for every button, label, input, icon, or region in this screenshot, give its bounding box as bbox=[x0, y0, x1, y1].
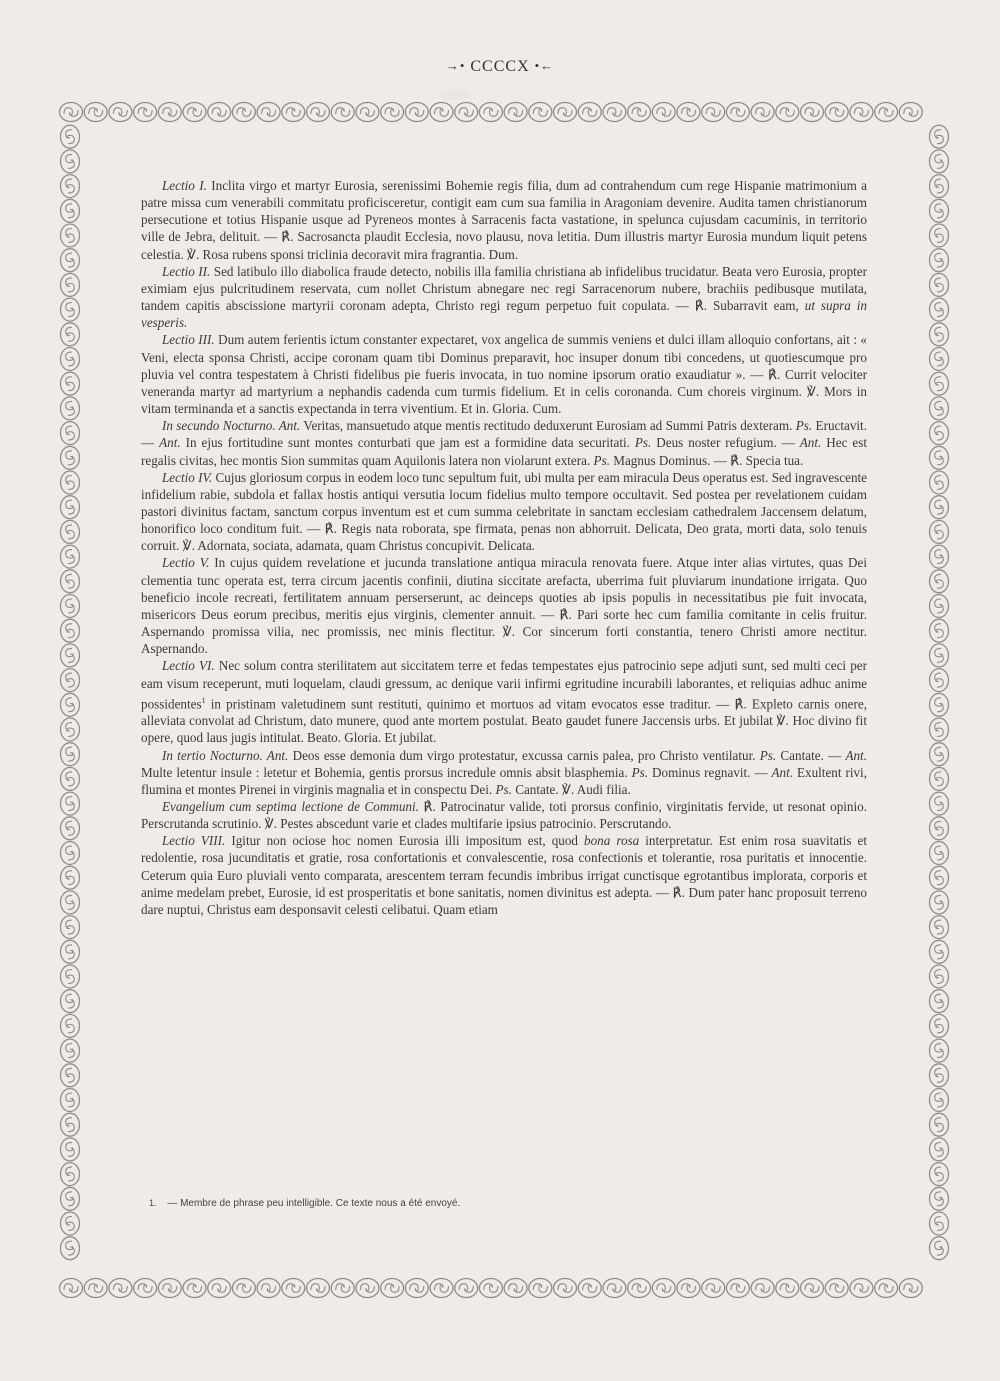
border-scroll-unit bbox=[677, 103, 700, 122]
border-scroll-unit bbox=[850, 103, 873, 122]
border-scroll-unit bbox=[61, 693, 80, 716]
border-scroll-unit bbox=[578, 1279, 601, 1298]
border-scroll-unit bbox=[479, 1279, 502, 1298]
border-scroll-unit bbox=[504, 1279, 527, 1298]
text-run: ℟. Patrocinatur valide, toti prorsus confinio, virginitatis fervide, ut resonat opinio. Perscrutanda scrutinio. ℣. Pestes abscedunt varie et clades multifarie ipsius patrocinio. Perscrutando. bbox=[141, 799, 867, 832]
border-scroll-unit bbox=[282, 1279, 305, 1298]
border-scroll-unit bbox=[331, 1279, 354, 1298]
lectio-paragraph bbox=[141, 331, 867, 417]
border-scroll-unit bbox=[930, 1212, 949, 1235]
border-scroll-unit bbox=[183, 1279, 206, 1298]
border-scroll-unit bbox=[405, 103, 428, 122]
border-scroll-unit bbox=[930, 323, 949, 346]
border-scroll-unit bbox=[930, 595, 949, 618]
border-scroll-unit bbox=[850, 1279, 873, 1298]
italic-rubric: bona rosa bbox=[584, 833, 640, 849]
border-scroll-unit bbox=[930, 199, 949, 222]
italic-rubric: In tertio Nocturno. Ant. bbox=[162, 747, 289, 763]
border-scroll-unit bbox=[930, 1064, 949, 1087]
text-run: Deus noster refugium. — bbox=[651, 435, 800, 451]
border-scroll-unit bbox=[603, 103, 626, 122]
border-scroll-unit bbox=[930, 817, 949, 840]
text-run: Nec solum contra sterilitatem aut siccitatem terre et fedas tempestates ejus patrocinio sepe adjuti sunt, sed multi ceci per eam visum receperunt, muti loquelam, claudi gressum, ac denique varii infirmi egritudine incurabili laborantes, et reliquias adhuc anime possidentes bbox=[141, 658, 867, 712]
text-run: Cantate. ℣. Audi filia. bbox=[511, 781, 631, 797]
lectio-paragraph bbox=[141, 554, 867, 657]
lectio-paragraph bbox=[141, 417, 867, 468]
border-scroll-unit bbox=[61, 644, 80, 667]
border-scroll-unit bbox=[61, 545, 80, 568]
border-scroll-unit bbox=[930, 175, 949, 198]
border-scroll-unit bbox=[930, 150, 949, 173]
text-run: Deos esse demonia dum virgo protestatur, excussa carnis palea, pro Christo ventilatur. bbox=[288, 747, 760, 763]
border-scroll-unit bbox=[930, 1187, 949, 1210]
footnote-number: 1. bbox=[149, 1198, 157, 1208]
border-scroll-unit bbox=[726, 1279, 749, 1298]
italic-rubric: Lectio II. bbox=[162, 263, 211, 279]
border-scroll-unit bbox=[381, 1279, 404, 1298]
border-scroll-unit bbox=[61, 767, 80, 790]
text-run: Igitur non ociose hoc nomen Eurosia illi impositum est, quod bbox=[225, 833, 585, 849]
border-scroll-unit bbox=[134, 1279, 157, 1298]
border-scroll-unit bbox=[628, 103, 651, 122]
border-scroll-unit bbox=[307, 103, 330, 122]
text-run: Sed latibulo illo diabolica fraude detecto, nobilis illa familia christiana ab infidelibus trucidatur. Beata vero Eurosia, propter eximiam ejus pulcritudinem reservata, cum nollet Christum abnegare nec regi Sarracenorum nubere, brachiis pedibusque mutilata, tandem capitis abscissione martyrii coronam adepta, Christo regi regum perpetuo fuit copulata. — ℟. Subarravit eam, bbox=[141, 263, 868, 314]
border-scroll-unit bbox=[61, 1089, 80, 1112]
border-scroll-unit bbox=[899, 1279, 922, 1298]
border-scroll-unit bbox=[702, 103, 725, 122]
text-run: in pristinam valetudinem sunt restituti, quinimo et mortuos ad vitam evocatos esse traditur. — ℟. Expleto carnis onere, alleviata convolat ad Christum, dato munere, quod ante mortem postulat. Beato gaudet funere Jaccensis urbs. Et jubilat ℣. Hoc divino fit opere, quod laus jugis intitulat. Beato. Gloria. Et jubilat. bbox=[141, 696, 867, 746]
border-scroll-unit bbox=[84, 1279, 107, 1298]
text-run: Dum autem ferientis ictum constanter expectaret, vox angelica de summis veniens et dulci illam alloquio confortans, ait : « Veni, electa sponsa Christi, accipe coronam quam tibi Dominus preparavit, hoc insuper donum tibi concedens, ut quotiescumque pro pluvia vel contra tespestatem à Christi fidelibus pie fueris invocata, in tuo nomine ipsorum oratio exaudiatur ». — ℟. Currit velociter veneranda martyr ad martyrium a nephandis cadenda cum turmis fidelium. Et in celis coronanda. Cum choreis virginum. ℣. Mors in vitam terminanda et a sanctis expectanda in terra viventium. Et in. Gloria. Cum. bbox=[141, 332, 867, 417]
border-scroll-unit bbox=[61, 496, 80, 519]
border-scroll-unit bbox=[930, 570, 949, 593]
border-scroll-unit bbox=[61, 471, 80, 494]
border-scroll-unit bbox=[61, 298, 80, 321]
border-scroll-unit bbox=[652, 103, 675, 122]
border-scroll-unit bbox=[930, 273, 949, 296]
border-scroll-unit bbox=[109, 103, 132, 122]
text-run: Cantate. — bbox=[776, 747, 846, 763]
border-scroll-unit bbox=[109, 1279, 132, 1298]
border-scroll-unit bbox=[930, 891, 949, 914]
footnote bbox=[149, 1198, 849, 1209]
border-scroll-unit bbox=[554, 103, 577, 122]
border-scroll-unit bbox=[930, 965, 949, 988]
border-scroll-unit bbox=[430, 1279, 453, 1298]
border-scroll-unit bbox=[356, 1279, 379, 1298]
text-run: Dominus regnavit. — bbox=[648, 764, 772, 780]
italic-rubric: Ps. bbox=[631, 764, 649, 780]
border-scroll-unit bbox=[930, 669, 949, 692]
border-scroll-unit bbox=[61, 1187, 80, 1210]
italic-rubric: Ps. bbox=[795, 418, 813, 434]
border-scroll-unit bbox=[930, 619, 949, 642]
border-scroll-unit bbox=[529, 1279, 552, 1298]
border-scroll-unit bbox=[930, 125, 949, 148]
border-scroll-unit bbox=[208, 1279, 231, 1298]
border-scroll-unit bbox=[930, 767, 949, 790]
border-scroll-unit bbox=[61, 718, 80, 741]
italic-rubric: Ant. bbox=[845, 747, 867, 763]
border-scroll-unit bbox=[776, 1279, 799, 1298]
border-scroll-unit bbox=[61, 990, 80, 1013]
border-scroll-unit bbox=[61, 1212, 80, 1235]
border-scroll-unit bbox=[930, 1138, 949, 1161]
border-scroll-unit bbox=[930, 1113, 949, 1136]
border-scroll-unit bbox=[930, 792, 949, 815]
border-scroll-unit bbox=[61, 1039, 80, 1062]
border-scroll-unit bbox=[61, 866, 80, 889]
border-scroll-unit bbox=[801, 1279, 824, 1298]
italic-rubric: In secundo Nocturno. Ant. bbox=[162, 418, 301, 434]
border-scroll-unit bbox=[430, 103, 453, 122]
border-scroll-unit bbox=[930, 842, 949, 865]
border-scroll-unit bbox=[61, 792, 80, 815]
text-run: Inclita virgo et martyr Eurosia, serenissimi Bohemie regis filia, dum ad contrahendum cum rege Hispanie matrimonium a patre missa cum venerabili commitatu proficisceretur, contigit eam cum sua familia in Aragoniam devenire. Audita tamen christianorum persecutione et totius Hispanie usque ad Pyreneos montes à Sarracenis facta vastatione, in spelunca cujusdam cacuminis, in territorio ville de Jebra, delituit. — ℟. Sacrosancta plaudit Ecclesia, novo plausu, nova letitia. Dum illustris martyr Eurosia mundum liquit petens celestia. ℣. Rosa rubens sponsi triclinia decoravit mira fragrantia. Dum. bbox=[141, 178, 868, 262]
border-scroll-unit bbox=[930, 1039, 949, 1062]
border-scroll-unit bbox=[455, 1279, 478, 1298]
lectio-paragraph bbox=[141, 747, 867, 798]
border-scroll-unit bbox=[208, 103, 231, 122]
border-scroll-unit bbox=[479, 103, 502, 122]
border-scroll-unit bbox=[930, 496, 949, 519]
italic-rubric: Ant. bbox=[799, 435, 822, 451]
border-scroll-unit bbox=[930, 1089, 949, 1112]
text-run: Hec est regalis civitas, hec montis Sion summitas quam Aquilonis latera non violarunt extera. bbox=[141, 435, 867, 468]
border-scroll-unit bbox=[726, 103, 749, 122]
border-scroll-unit bbox=[930, 1014, 949, 1037]
border-scroll-unit bbox=[930, 693, 949, 716]
border-scroll-unit bbox=[61, 175, 80, 198]
lectio-paragraph bbox=[141, 469, 867, 555]
border-scroll-unit bbox=[61, 372, 80, 395]
border-scroll-unit bbox=[930, 471, 949, 494]
lectio-paragraph bbox=[141, 263, 867, 332]
italic-rubric: Lectio V. bbox=[162, 555, 210, 571]
footnote-text: — Membre de phrase peu intelligible. Ce texte nous a été envoyé. bbox=[167, 1198, 461, 1209]
border-scroll-unit bbox=[930, 866, 949, 889]
border-scroll-unit bbox=[61, 1064, 80, 1087]
left-ornament: →• bbox=[445, 58, 466, 73]
border-scroll-unit bbox=[61, 397, 80, 420]
text-run: Veritas, mansuetudo atque mentis rectitudo deduxerunt Eurosiam ad Summi Patris dexteram. bbox=[300, 418, 796, 434]
border-scroll-unit bbox=[930, 1163, 949, 1186]
border-scroll-unit bbox=[875, 1279, 898, 1298]
border-scroll-unit bbox=[158, 1279, 181, 1298]
border-scroll-unit bbox=[751, 1279, 774, 1298]
border-scroll-unit bbox=[930, 718, 949, 741]
border-scroll-unit bbox=[930, 1237, 949, 1260]
border-scroll-unit bbox=[61, 619, 80, 642]
border-scroll-unit bbox=[776, 103, 799, 122]
border-scroll-unit bbox=[183, 103, 206, 122]
border-scroll-unit bbox=[405, 1279, 428, 1298]
border-scroll-unit bbox=[331, 103, 354, 122]
border-scroll-unit bbox=[930, 644, 949, 667]
border-scroll-unit bbox=[257, 1279, 280, 1298]
footnote-ref: 1 bbox=[201, 695, 206, 705]
text-run: Exultent rivi, flumina et montes Pirenei in virginis magnalia et in conspectu Dei. bbox=[141, 764, 867, 797]
liturgical-text bbox=[141, 177, 867, 918]
border-scroll-unit bbox=[930, 520, 949, 543]
text-run: Multe letentur insule : letetur et Bohemia, gentis prorsus incredule omnis absit blasphemia. bbox=[141, 764, 632, 780]
border-scroll-unit bbox=[930, 743, 949, 766]
text-run: In ejus fortitudine sunt montes conturbati que jam est a formidine data securitati. bbox=[180, 435, 635, 451]
border-scroll-unit bbox=[232, 103, 255, 122]
border-scroll-unit bbox=[61, 1138, 80, 1161]
italic-rubric: Ps. bbox=[593, 452, 610, 468]
border-scroll-unit bbox=[61, 348, 80, 371]
italic-rubric: Ps. bbox=[634, 435, 652, 451]
border-scroll-unit bbox=[158, 103, 181, 122]
italic-rubric: Evangelium cum septima lectione de Communi. bbox=[162, 799, 419, 814]
border-scroll-unit bbox=[603, 1279, 626, 1298]
border-scroll-unit bbox=[61, 570, 80, 593]
text-run: In cujus quidem revelatione et jucunda translatione antiqua miracula renovata fuere. Atque inter alias virtutes, quas Dei clementia tunc operata est, terra circum jacentis confinii, diutina siccitate arefacta, uberrima fuit pluviarum inundatione irrigata. Quo beneficio incole recreati, fertilitatem annuam perserserunt, ac deinceps quoties ab ipsis populis in necessitatibus pie fuit invocata, misericors Deus eorum precibus, meritis ejus virginis, clementer annuit. — ℟. Pari sorte hec cum familia comitante in celis fruitur. Aspernando promissa vilia, nec promissis, nec minis flectitur. ℣. Cor sincerum forti constantia, tenero Christi amore nectitur. Aspernando. bbox=[141, 555, 867, 657]
border-scroll-unit bbox=[677, 1279, 700, 1298]
border-scroll-unit bbox=[529, 103, 552, 122]
border-scroll-unit bbox=[930, 249, 949, 272]
border-scroll-unit bbox=[930, 916, 949, 939]
border-scroll-unit bbox=[930, 224, 949, 247]
border-scroll-unit bbox=[875, 103, 898, 122]
italic-rubric: Lectio I. bbox=[162, 178, 207, 193]
italic-rubric: Ant. bbox=[771, 764, 794, 780]
border-scroll-unit bbox=[825, 1279, 848, 1298]
border-scroll-unit bbox=[61, 249, 80, 272]
page-header bbox=[0, 58, 1000, 76]
border-scroll-unit bbox=[899, 103, 922, 122]
border-scroll-unit bbox=[61, 817, 80, 840]
border-scroll-unit bbox=[60, 1279, 83, 1298]
border-scroll-unit bbox=[930, 298, 949, 321]
border-scroll-unit bbox=[930, 990, 949, 1013]
border-scroll-unit bbox=[652, 1279, 675, 1298]
italic-rubric: Ps. bbox=[759, 747, 777, 763]
border-scroll-unit bbox=[282, 103, 305, 122]
border-scroll-unit bbox=[61, 199, 80, 222]
paper-mark bbox=[440, 90, 470, 100]
border-scroll-unit bbox=[307, 1279, 330, 1298]
lectio-paragraph bbox=[141, 798, 867, 832]
border-scroll-unit bbox=[801, 103, 824, 122]
border-scroll-unit bbox=[61, 1113, 80, 1136]
border-scroll-unit bbox=[61, 891, 80, 914]
border-scroll-unit bbox=[61, 446, 80, 469]
text-run: Eructavit. — bbox=[141, 418, 867, 451]
border-scroll-unit bbox=[930, 446, 949, 469]
border-scroll-unit bbox=[84, 103, 107, 122]
italic-rubric: Lectio VI. bbox=[162, 658, 215, 674]
border-scroll-unit bbox=[61, 743, 80, 766]
border-scroll-unit bbox=[61, 1014, 80, 1037]
border-scroll-unit bbox=[61, 150, 80, 173]
border-scroll-unit bbox=[61, 1163, 80, 1186]
border-scroll-unit bbox=[61, 1237, 80, 1260]
border-scroll-unit bbox=[930, 940, 949, 963]
border-scroll-unit bbox=[232, 1279, 255, 1298]
border-scroll-unit bbox=[930, 422, 949, 445]
italic-rubric: ut supra in vesperis. bbox=[141, 298, 868, 331]
border-scroll-unit bbox=[930, 545, 949, 568]
italic-rubric: Ant. bbox=[159, 435, 181, 451]
border-scroll-unit bbox=[61, 323, 80, 346]
border-scroll-unit bbox=[504, 103, 527, 122]
border-scroll-unit bbox=[825, 103, 848, 122]
border-scroll-unit bbox=[628, 1279, 651, 1298]
border-scroll-unit bbox=[356, 103, 379, 122]
border-scroll-unit bbox=[61, 669, 80, 692]
border-scroll-unit bbox=[134, 103, 157, 122]
border-scroll-unit bbox=[455, 103, 478, 122]
italic-rubric: Ps. bbox=[495, 781, 512, 797]
text-run: interpretatur. Est enim rosa suavitatis et redolentie, rosa jucunditatis et gratie, rosa confortationis et convalescentie, rosa confectionis et tolerantie, rosa puritatis et innocentie. Ceterum quia Euro pluviali vento comparata, arescentem terram fecundis imbribus irrigat cunctisque egrotantibus implorata, corporis et anime medelam prebet, Eurosie, id est prosperitatis et bone sanitatis, nomen divinitus est adepta. — ℟. Dum pater hanc proposuit terreno dare nuptui, Christus eam desponsavit celesti celibatui. Quam etiam bbox=[141, 833, 868, 917]
border-scroll-unit bbox=[60, 103, 83, 122]
border-scroll-unit bbox=[61, 965, 80, 988]
border-scroll-unit bbox=[381, 103, 404, 122]
right-ornament: •← bbox=[534, 58, 555, 73]
border-scroll-unit bbox=[61, 842, 80, 865]
border-scroll-unit bbox=[578, 103, 601, 122]
italic-rubric: Lectio IV. bbox=[162, 469, 213, 485]
border-scroll-unit bbox=[61, 273, 80, 296]
lectio-paragraph bbox=[141, 177, 867, 263]
border-scroll-unit bbox=[61, 224, 80, 247]
border-scroll-unit bbox=[751, 103, 774, 122]
italic-rubric: Lectio III. bbox=[162, 332, 215, 348]
italic-rubric: Lectio VIII. bbox=[162, 833, 226, 849]
lectio-paragraph bbox=[141, 832, 867, 918]
border-scroll-unit bbox=[702, 1279, 725, 1298]
text-run: Magnus Dominus. — ℟. Specia tua. bbox=[609, 452, 804, 468]
border-scroll-unit bbox=[930, 348, 949, 371]
page-number: CCCCX bbox=[470, 58, 530, 75]
border-scroll-unit bbox=[61, 916, 80, 939]
border-scroll-unit bbox=[930, 372, 949, 395]
border-scroll-unit bbox=[61, 595, 80, 618]
border-scroll-unit bbox=[930, 397, 949, 420]
border-scroll-unit bbox=[61, 422, 80, 445]
border-scroll-unit bbox=[257, 103, 280, 122]
border-scroll-unit bbox=[61, 940, 80, 963]
border-scroll-unit bbox=[554, 1279, 577, 1298]
lectio-paragraph bbox=[141, 657, 867, 746]
text-run: Cujus gloriosum corpus in eodem loco tunc sepultum fuit, ubi multa per eam miracula Deus operatus est. Sed ingravescente infidelium rabie, subdola et fallax hostis antiqui versutia locum fidelius multo tempore occultavit. Sed postea per revelationem cuidam pastori divinitus factam, sanctum corpus inventum est et cum summa celebritate in sanctam ecclesiam cathedralem Jaccensem delatum, honorifico loco conditum fuit. — ℟. Regis nata roborata, spe firmata, penas non abhorruit. Delicata, Deo grata, morti data, solo tenuis corruit. ℣. Adornata, sociata, adamata, quam Christus concupivit. Delicata. bbox=[141, 469, 867, 554]
border-scroll-unit bbox=[61, 125, 80, 148]
border-scroll-unit bbox=[61, 520, 80, 543]
